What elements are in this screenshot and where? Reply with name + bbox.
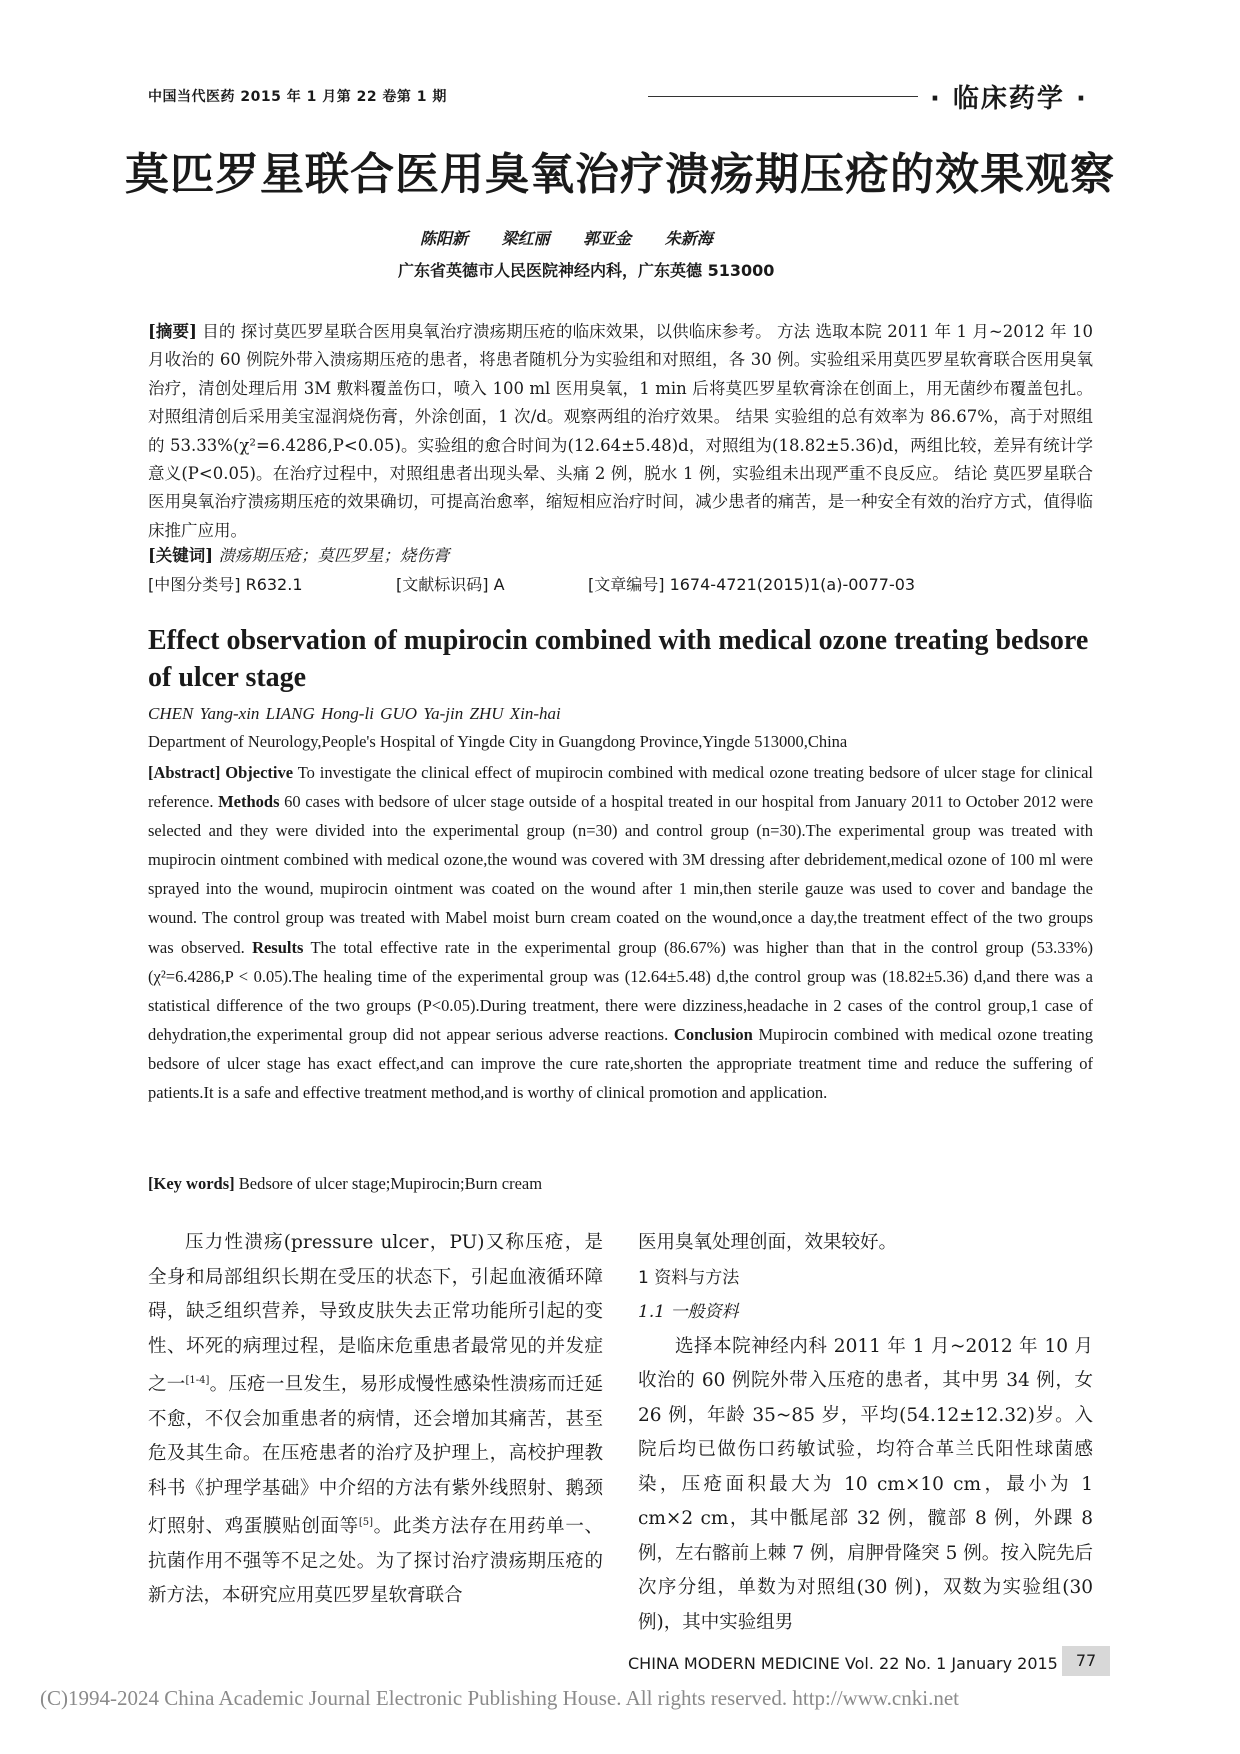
chinese-keywords-text: 溃疡期压疮；莫匹罗星；烧伤膏 — [218, 546, 450, 565]
intro-text: 压力性溃疡(pressure ulcer，PU)又称压疮，是全身和局部组织长期在受压的状态下，引起血液循环障碍，缺乏组织营养，导致皮肤失去正常功能所引起的变性、坏死的病理过程，是临床危重患者最常见的并发症之一 — [148, 1232, 603, 1396]
page-number: 77 — [1062, 1646, 1110, 1676]
section-heading: 1 资料与方法 — [638, 1267, 740, 1288]
chinese-affiliation: 广东省英德市人民医院神经内科，广东英德 513000 — [398, 261, 775, 280]
body-left-column — [148, 1226, 603, 1614]
citation: [5] — [358, 1517, 373, 1529]
objective-text: To investigate the clinical effect of mupirocin combined with medical ozone treating bedsore of ulcer stage for clinical reference. — [148, 763, 1094, 812]
body-right-column — [638, 1226, 1093, 1640]
document-code: [文献标识码] A — [396, 575, 505, 594]
english-abstract — [148, 758, 1093, 1107]
english-title: Effect observation of mupirocin combined with medical ozone treating bedsore of ulcer stage — [148, 625, 1089, 693]
footer-journal-info: CHINA MODERN MEDICINE Vol. 22 No. 1 January 2015 — [628, 1654, 1058, 1673]
intro-text-end: 。此类方法存在用药单一、抗菌作用不强等不足之处。为了探讨治疗溃疡期压疮的新方法，本研究应用莫匹罗星软膏联合 — [148, 1516, 603, 1607]
intro-paragraph-end: 医用臭氧处理创面，效果较好。 — [638, 1232, 898, 1253]
section-tag: · 临床药学 · — [930, 84, 1088, 114]
chinese-title: 莫匹罗星联合医用臭氧治疗溃疡期压疮的效果观察 — [125, 149, 1115, 200]
methods-text: 60 cases with bedsore of ulcer stage outside of a hospital treated in our hospital from January 2011 to October 2012 were selected and they were divided into the experimental group (n=30) and control group (n=30).The experimental group was treated with mupirocin ointment combined with medical ozone,the wound was covered with 3M dressing after debridement,medical ozone of 100 ml were sprayed into the wound, mupirocin ointment was coated on the wound after 1 min,then sterile gauze was used to cover and bandage the wound. The control group was treated with Mabel moist burn cream coated on the wound,once a day,the treatment effect of the two groups was observed. — [148, 792, 1094, 957]
chinese-abstract-label: [摘要] — [148, 322, 197, 341]
copyright-notice: (C)1994-2024 China Academic Journal Electronic Publishing House. All rights reserved. http://www.cnki.net — [40, 1686, 959, 1710]
english-authors: CHEN Yang-xin LIANG Hong-li GUO Ya-jin ZHU Xin-hai — [148, 704, 561, 723]
english-affiliation: Department of Neurology,People's Hospital of Yingde City in Guangdong Province,Yingde 513000,China — [148, 732, 848, 751]
intro-paragraph — [148, 1226, 603, 1614]
methods-label: Methods — [218, 792, 280, 812]
header-rule — [648, 96, 918, 97]
chinese-keywords-label: [关键词] — [148, 546, 214, 565]
english-keywords-label: [Key words] — [148, 1174, 235, 1193]
conclusion-text: Mupirocin combined with medical ozone treating bedsore of ulcer stage has exact effect,and can improve the cure rate,shorten the appropriate treatment time and reduce the suffering of patients.It is a safe and effective treatment method,and is worthy of clinical promotion and application. — [148, 1024, 1094, 1103]
objective-label: Objective — [225, 763, 294, 782]
conclusion-label: Conclusion — [673, 1024, 753, 1044]
english-keywords — [148, 1174, 542, 1194]
journal-issue-line: 中国当代医药 2015 年 1 月第 22 卷第 1 期 — [148, 89, 447, 105]
english-abstract-label: [Abstract] — [148, 763, 221, 782]
chinese-authors: 陈阳新 梁红丽 郭亚金 朱新海 — [420, 229, 713, 248]
citation: [1-4] — [185, 1375, 210, 1386]
results-label: Results — [252, 937, 304, 957]
intro-text-continued: 。压疮一旦发生，易形成慢性感染性溃疡而迁延不愈，不仅会加重患者的病情，还会增加其痛苦，甚至危及其生命。在压疮患者的治疗及护理上，高校护理教科书《护理学基础》中介绍的方法有紫外线照射、鹅颈灯照射、鸡蛋膜贴创面等 — [148, 1374, 603, 1538]
chinese-abstract — [148, 318, 1093, 545]
general-data-paragraph: 选择本院神经内科 2011 年 1 月~2012 年 10 月收治的 60 例院外带入压疮的患者，其中男 34 例，女 26 例，年龄 35~85 岁，平均(54.12±12.32)岁。入院后均已做伤口药敏试验，均符合革兰氏阳性球菌感染，压疮面积最大为 10 cm×10 cm，最小为 1 cm×2 cm，其中骶尾部 32 例，髋部 8 例，外踝 8 例，左右髂前上棘 7 例，肩胛骨隆突 5 例。按入院先后次序分组，单数为对照组(30 例)，双数为实验组(30 例)，其中实验组男 — [638, 1335, 1093, 1633]
clc-number: [中图分类号] R632.1 — [148, 575, 303, 594]
chinese-abstract-text: 目的 探讨莫匹罗星联合医用臭氧治疗溃疡期压疮的临床效果，以供临床参考。 方法 选取本院 2011 年 1 月~2012 年 10 月收治的 60 例院外带入溃疡期压疮的患者，将患者随机分为实验组和对照组，各 30 例。实验组采用莫匹罗星软膏联合医用臭氧治疗，清创处理后用 3M 敷料覆盖伤口，喷入 100 ml 医用臭氧，1 min 后将莫匹罗星软膏涂在创面上，用无菌纱布覆盖包扎。对照组清创后采用美宝湿润烧伤膏，外涂创面，1 次/d。观察两组的治疗效果。 结果 实验组的总有效率为 86.67%，高于对照组的 53.33%(χ²=6.4286,P<0.05)。实验组的愈合时间为(12.64±5.48)d，对照组为(18.82±5.36)d，两组比较，差异有统计学意义(P<0.05)。在治疗过程中，对照组患者出现头晕、头痛 2 例，脱水 1 例，实验组未出现严重不良反应。 结论 莫匹罗星联合医用臭氧治疗溃疡期压疮的效果确切，可提高治愈率，缩短相应治疗时间，减少患者的痛苦，是一种安全有效的治疗方式，值得临床推广应用。 — [148, 322, 1093, 540]
results-text: The total effective rate in the experimental group (86.67%) was higher than that in the control group (53.33%) (χ²=6.4286,P < 0.05).The healing time of the experimental group was (12.64±5.48) d,the control group was (18.82±5.36) d,and there was a statistical difference of the two groups (P<0.05).During treatment, there were dizziness,headache in 2 cases of the control group,1 case of dehydration,the experimental group did not appear serious adverse reactions. — [148, 937, 1094, 1044]
english-keywords-text: Bedsore of ulcer stage;Mupirocin;Burn cream — [238, 1174, 543, 1193]
chinese-keywords — [148, 542, 1093, 570]
article-number: [文章编号] 1674-4721(2015)1(a)-0077-03 — [588, 575, 916, 594]
subsection-heading: 1.1 一般资料 — [638, 1302, 739, 1322]
